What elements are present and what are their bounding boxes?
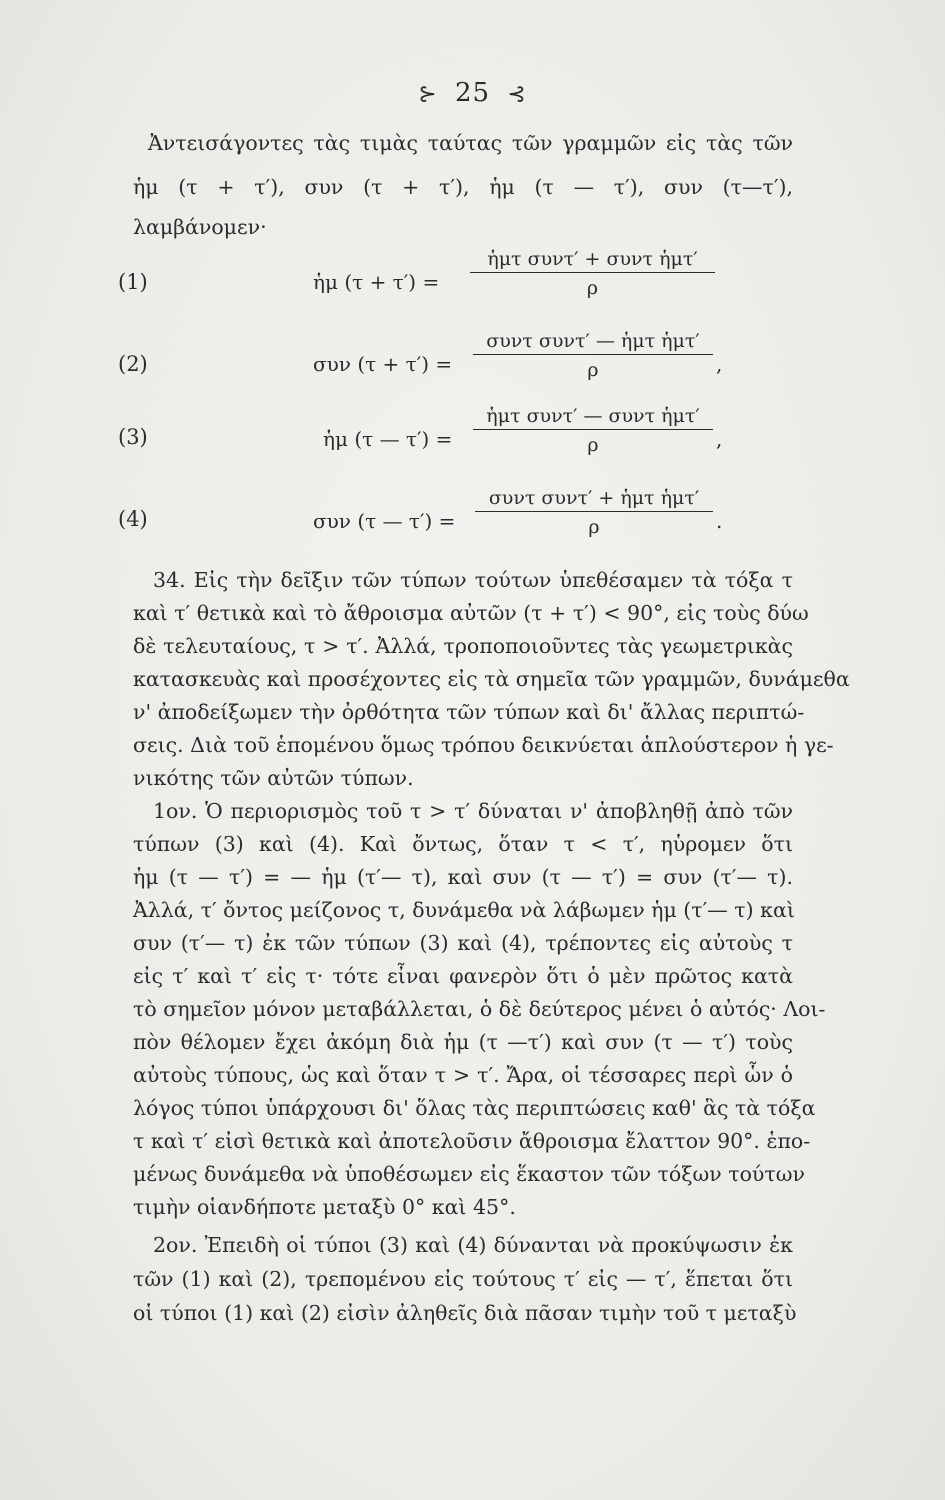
equation-lhs: συν (τ + τ′) = [313, 352, 453, 376]
fraction-denominator: ρ [587, 434, 599, 456]
body-line: τῶν (1) καὶ (2), τρεπομένου εἰς τούτους τ′ εἰς — τ′, ἕπεται ὅτι [133, 1267, 793, 1291]
fraction-bar [473, 354, 713, 355]
equation-fraction [475, 487, 713, 538]
equation-3 [118, 405, 818, 475]
equation-lhs: ἡμ (τ + τ′) = [313, 270, 440, 294]
page-number: 25 [454, 78, 491, 108]
right-ornament-icon: ⊰ [507, 81, 527, 107]
body-line: Ἀλλά, τ′ ὄντος μείζονος τ, δυνάμεθα νὰ λάβωμεν ἡμ (τ′— τ) καὶ [133, 898, 795, 922]
fraction-numerator: συντ συντ′ + ἡμτ ἡμτ′ [488, 487, 700, 509]
equation-number: (4) [118, 507, 148, 531]
body-line: ν' ἀποδείξωμεν τὴν ὀρθότητα τῶν τύπων καὶ δι' ἄλλας περιπτώ- [133, 700, 805, 724]
fraction-bar [473, 429, 713, 430]
body-line: μένως δυνάμεθα νὰ ὑποθέσωμεν εἰς ἕκαστον τῶν τόξων τούτων [133, 1162, 805, 1186]
body-line: συν (τ′— τ) ἐκ τῶν τύπων (3) καὶ (4), τρέποντες εἰς αὐτοὺς τ [133, 931, 793, 955]
equation-fraction [470, 248, 715, 299]
body-line: 1ον. Ὁ περιορισμὸς τοῦ τ > τ′ δύναται ν' ἀποβληθῇ ἀπὸ τῶν [153, 799, 793, 823]
intro-line: Ἀντεισάγοντες τὰς τιμὰς ταύτας τῶν γραμμῶν εἰς τὰς τῶν [148, 131, 793, 155]
equation-number: (2) [118, 352, 148, 376]
body-line: πὸν θέλομεν ἔχει ἀκόμη διὰ ἡμ (τ —τ′) καὶ συν (τ — τ′) τοὺς [133, 1030, 793, 1054]
body-line: ἡμ (τ — τ′) = — ἡμ (τ′— τ), καὶ συν (τ — τ′) = συν (τ′— τ). [133, 865, 793, 889]
equation-number: (3) [118, 425, 148, 449]
equation-fraction [473, 330, 713, 381]
equation-4 [118, 487, 818, 557]
body-line: οἱ τύποι (1) καὶ (2) εἰσὶν ἀληθεῖς διὰ πᾶσαν τιμὴν τοῦ τ μεταξὺ [133, 1301, 797, 1325]
equation-punctuation: , [716, 427, 723, 451]
body-line: καὶ τ′ θετικὰ καὶ τὸ ἄθροισμα αὐτῶν (τ + τ′) < 90°, εἰς τοὺς δύω [133, 601, 809, 625]
equation-punctuation: . [716, 509, 723, 533]
body-line: δὲ τελευταίους, τ > τ′. Ἀλλά, τροποποιοῦντες τὰς γεωμετρικὰς [133, 634, 793, 658]
equation-lhs: ἡμ (τ — τ′) = [323, 427, 453, 451]
fraction-bar [475, 511, 713, 512]
equation-1 [118, 248, 818, 318]
body-line: τιμὴν οἱανδήποτε μεταξὺ 0° καὶ 45°. [133, 1195, 516, 1219]
fraction-denominator: ρ [588, 516, 600, 538]
fraction-denominator: ρ [587, 359, 599, 381]
fraction-denominator: ρ [586, 277, 599, 299]
equation-number: (1) [118, 270, 148, 294]
fraction-numerator: ἡμτ συντ′ + συντ ἡμτ′ [487, 248, 698, 270]
body-line: τύπων (3) καὶ (4). Καὶ ὄντως, ὅταν τ < τ′, ηὑρομεν ὅτι [133, 832, 793, 856]
equation-fraction [473, 405, 713, 456]
body-line: 2ον. Ἐπειδὴ οἱ τύποι (3) καὶ (4) δύνανται νὰ προκύψωσιν ἐκ [153, 1233, 793, 1257]
body-line: νικότης τῶν αὐτῶν τύπων. [133, 766, 414, 790]
intro-line: λαμβάνομεν· [133, 215, 267, 239]
equation-punctuation: , [716, 352, 723, 376]
equation-2 [118, 330, 818, 400]
body-line: αὐτοὺς τύπους, ὡς καὶ ὅταν τ > τ′. Ἄρα, οἱ τέσσαρες περὶ ὧν ὁ [133, 1063, 793, 1087]
body-line: 34. Εἰς τὴν δεῖξιν τῶν τύπων τούτων ὑπεθέσαμεν τὰ τόξα τ [153, 568, 793, 592]
body-line: εἰς τ′ καὶ τ′ εἰς τ· τότε εἶναι φανερὸν ὅτι ὁ μὲν πρῶτος κατὰ [133, 964, 793, 988]
left-ornament-icon: ⊱ [418, 81, 438, 107]
fraction-numerator: ἡμτ συντ′ — συντ ἡμτ′ [486, 405, 700, 427]
page-header [0, 78, 945, 108]
intro-line: ἡμ (τ + τ′), συν (τ + τ′), ἡμ (τ — τ′), συν (τ—τ′), [133, 175, 793, 199]
body-line: κατασκευὰς καὶ προσέχοντες εἰς τὰ σημεῖα τῶν γραμμῶν, δυνάμεθα [133, 667, 850, 691]
body-line: τ καὶ τ′ εἰσὶ θετικὰ καὶ ἀποτελοῦσιν ἄθροισμα ἔλαττον 90°. ἑπο- [133, 1129, 811, 1153]
fraction-numerator: συντ συντ′ — ἡμτ ἡμτ′ [486, 330, 700, 352]
body-line: τὸ σημεῖον μόνον μεταβάλλεται, ὁ δὲ δεύτερος μένει ὁ αὐτός· Λοι- [133, 997, 826, 1021]
body-line: σεις. Διὰ τοῦ ἑπομένου ὅμως τρόπου δεικνύεται ἁπλούστερον ἡ γε- [133, 733, 834, 757]
fraction-bar [470, 272, 715, 273]
equation-lhs: συν (τ — τ′) = [313, 509, 456, 533]
body-line: λόγος τύποι ὑπάρχουσι δι' ὅλας τὰς περιπτώσεις καθ' ἃς τὰ τόξα [133, 1096, 816, 1120]
